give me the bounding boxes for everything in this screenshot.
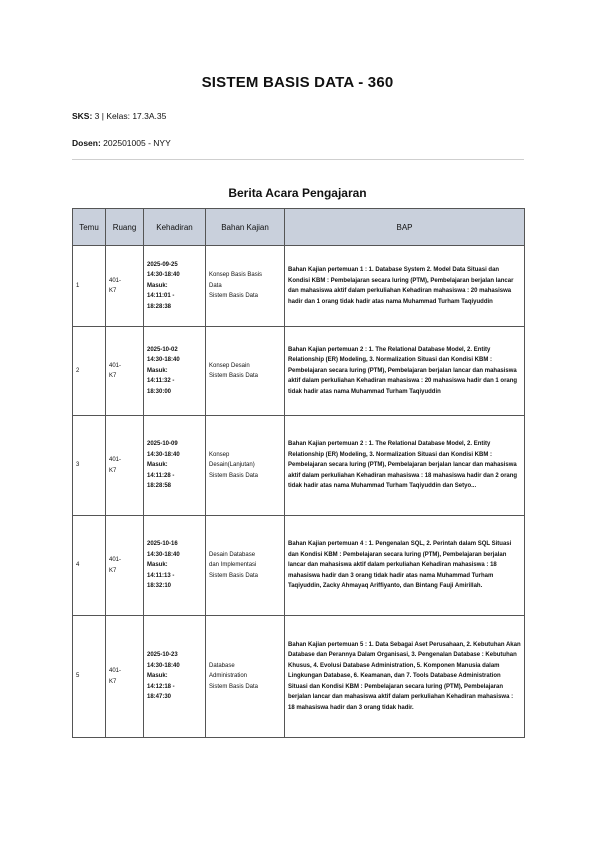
cell-kehadiran: 2025-10-16 14:30-18:40 Masuk: 14:11:13 - 18:32:10 [144, 516, 206, 616]
dosen-line [72, 138, 171, 148]
bap-table [72, 208, 525, 738]
cell-temu: 2 [73, 327, 106, 416]
cell-kehadiran: 2025-10-09 14:30-18:40 Masuk: 14:11:28 - 18:28:58 [144, 416, 206, 516]
header-bahan-kajian: Bahan Kajian [206, 209, 285, 246]
header-bap: BAP [285, 209, 525, 246]
cell-bahan-kajian: Konsep Desain Sistem Basis Data [206, 327, 285, 416]
cell-ruang: 401- K7 [106, 327, 144, 416]
dosen-value: 202501005 - NYY [100, 138, 171, 148]
section-title: Berita Acara Pengajaran [228, 186, 367, 200]
header-temu: Temu [73, 209, 106, 246]
cell-bahan-kajian: Desain Database dan Implementasi Sistem Basis Data [206, 516, 285, 616]
cell-bap: Bahan Kajian pertemuan 5 : 1. Data Sebagai Aset Perusahaan, 2. Kebutuhan Akan Database dan Perannya Dalam Organisasi, 3. Pengenalan Database : Kebutuhan Khusus, 4. Evolusi Database Administration, 5. Komponen Manusia dalam Lingkungan Database, 6. Keamanan, dan 7. Tools Database Administration Situasi dan Kondisi KBM : Pembelajaran secara luring (PTM), Pembelajaran berjalan lancar dan mahasiswa aktif dalam perkuliahan Kehadiran mahasiswa : 18 mahasiswa hadir dan 3 orang tidak hadir. [285, 616, 525, 738]
sks-kelas-line [72, 111, 166, 121]
cell-bahan-kajian: Konsep Basis Basis Data Sistem Basis Data [206, 246, 285, 327]
dosen-label: Dosen: [72, 138, 101, 148]
cell-temu: 5 [73, 616, 106, 738]
cell-ruang: 401- K7 [106, 416, 144, 516]
cell-kehadiran: 2025-10-02 14:30-18:40 Masuk: 14:11:32 - 18:30:00 [144, 327, 206, 416]
cell-bap: Bahan Kajian pertemuan 4 : 1. Pengenalan SQL, 2. Perintah dalam SQL Situasi dan Kondisi KBM : Pembelajaran secara luring (PTM), Pembelajaran berjalan lancar dan mahasiswa aktif dalam perkuliahan Kehadiran mahasiswa : 18 mahasiswa hadir dan 3 orang tidak hadir atas nama Muhammad Turham Taqiyuddin, Zacky Ahmayaq Ariffiyanto, dan Bintang Fauji Amirillah. [285, 516, 525, 616]
cell-bahan-kajian: Konsep Desain(Lanjutan) Sistem Basis Data [206, 416, 285, 516]
sks-label: SKS: [72, 111, 93, 121]
table-row [73, 246, 525, 327]
cell-bahan-kajian: Database Administration Sistem Basis Data [206, 616, 285, 738]
table-header-row [73, 209, 525, 246]
table-row [73, 416, 525, 516]
cell-kehadiran: 2025-10-23 14:30-18:40 Masuk: 14:12:18 - 18:47:30 [144, 616, 206, 738]
cell-bap: Bahan Kajian pertemuan 2 : 1. The Relational Database Model, 2. Entity Relationship (ER) Modeling, 3. Normalization Situasi dan Kondisi KBM : Pembelajaran secara luring (PTM), Pembelajaran berjalan lancar dan mahasiswa aktif dalam perkuliahan Kehadiran mahasiswa : 18 mahasiswa hadir dan 2 orang tidak hadir atas nama Muhammad Turham Taqiyuddin dan Setyo... [285, 416, 525, 516]
cell-bap: Bahan Kajian pertemuan 1 : 1. Database System 2. Model Data Situasi dan Kondisi KBM : Pembelajaran secara luring (PTM), Pembelajaran berjalan lancar dan mahasiswa aktif dalam perkuliahan Kehadiran mahasiswa : 20 mahasiswa hadir dan 1 orang tidak hadir atas nama Muhammad Turham Taqiyuddin [285, 246, 525, 327]
page-title: SISTEM BASIS DATA - 360 [201, 74, 394, 91]
cell-kehadiran: 2025-09-25 14:30-18:40 Masuk: 14:11:01 - 18:28:38 [144, 246, 206, 327]
cell-temu: 3 [73, 416, 106, 516]
cell-ruang: 401- K7 [106, 616, 144, 738]
cell-ruang: 401- K7 [106, 246, 144, 327]
cell-temu: 1 [73, 246, 106, 327]
sks-kelas-value: 3 | Kelas: 17.3A.35 [92, 111, 167, 121]
cell-temu: 4 [73, 516, 106, 616]
cell-bap: Bahan Kajian pertemuan 2 : 1. The Relational Database Model, 2. Entity Relationship (ER) Modeling, 3. Normalization Situasi dan Kondisi KBM : Pembelajaran secara luring (PTM), Pembelajaran berjalan lancar dan mahasiswa aktif dalam perkuliahan Kehadiran mahasiswa : 20 mahasiswa hadir dan 1 orang tidak hadir atas nama Muhammad Turham Taqiyuddin [285, 327, 525, 416]
table-row [73, 516, 525, 616]
header-kehadiran: Kehadiran [144, 209, 206, 246]
cell-ruang: 401- K7 [106, 516, 144, 616]
table-row [73, 616, 525, 738]
table-row [73, 327, 525, 416]
divider [72, 159, 524, 160]
header-ruang: Ruang [106, 209, 144, 246]
